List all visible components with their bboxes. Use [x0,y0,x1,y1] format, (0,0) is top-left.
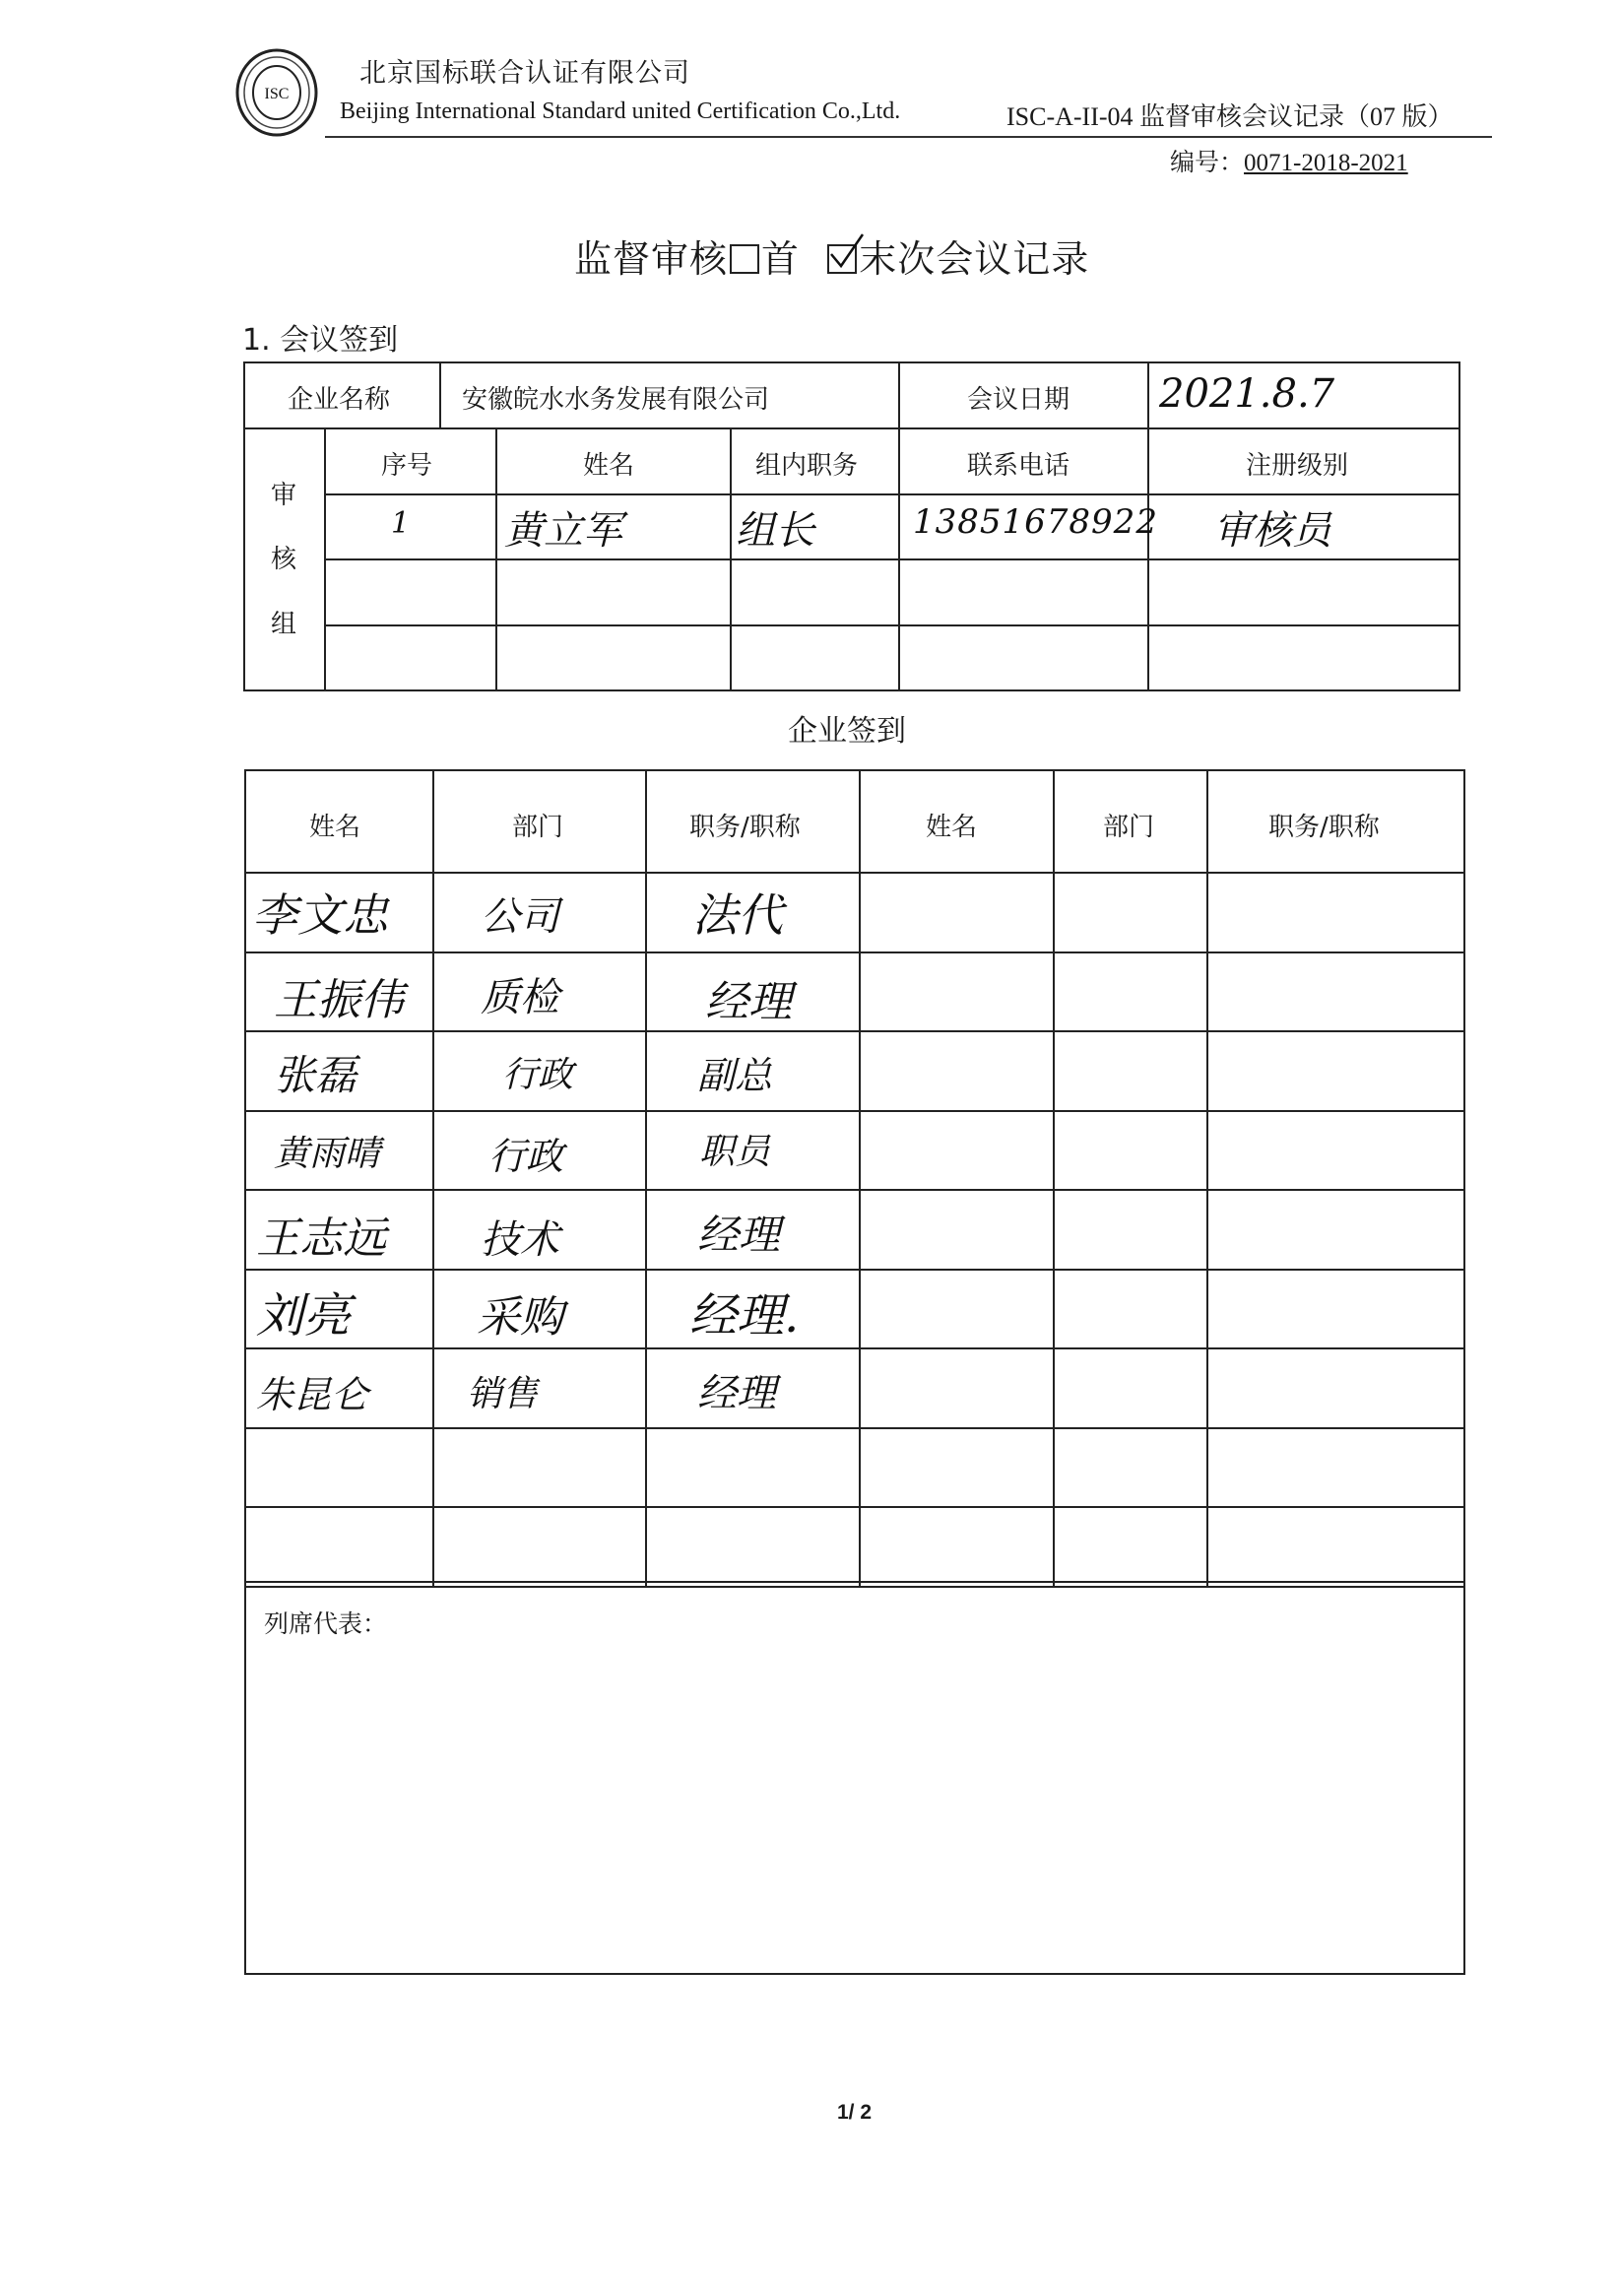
first-meeting-checkbox [730,244,759,274]
signin-row5-title: 经理 [697,1211,781,1259]
signin-row2-title: 经理 [705,977,792,1027]
signin-row1-title: 法代 [692,888,783,942]
page-title [574,229,1089,283]
company-signin-table [244,769,1465,1975]
title-part2: 末次会议记录 [859,237,1090,281]
section1-label: 1. 会议签到 [242,323,399,358]
signin-header-title-1: 职务/职称 [689,813,801,842]
signin-row5-name: 王志远 [256,1214,386,1264]
isc-logo [234,47,319,138]
signin-row4-dept: 行政 [488,1135,564,1178]
signin-row6-title: 经理. [689,1288,800,1344]
signin-header-name-1: 姓名 [309,813,361,842]
meeting-date-label: 会议日期 [967,385,1070,415]
title-part1: 监督审核 [574,237,729,281]
signin-row3-dept: 行政 [502,1055,574,1095]
audit-row1-name: 黄立军 [504,508,622,554]
signin-row2-name: 王振伟 [274,975,404,1025]
signin-row1-dept: 公司 [481,894,559,940]
signin-row3-name: 张磊 [274,1051,357,1099]
doc-number [1170,143,1408,178]
signin-header-name-2: 姓名 [926,813,978,842]
signin-row4-name: 黄雨晴 [274,1134,381,1174]
audit-header-phone: 联系电话 [967,451,1070,481]
signin-row7-name: 朱昆仑 [256,1373,369,1416]
signin-header-title-2: 职务/职称 [1268,813,1380,842]
signin-row3-title: 副总 [697,1054,773,1097]
signin-row4-title: 职员 [699,1132,771,1172]
org-name-cn: 北京国标联合认证有限公司 [359,58,690,89]
signin-row1-name: 李文忠 [252,888,388,942]
signin-row7-title: 经理 [697,1371,776,1416]
signin-row5-dept: 技术 [481,1217,559,1263]
header-rule [325,136,1492,138]
company-signin-label: 企业签到 [788,714,906,749]
checkmark-icon [827,232,867,274]
audit-side-1: 审 [271,481,297,510]
meeting-table [243,361,1460,691]
audit-header-name: 姓名 [583,451,635,481]
company-name-label: 企业名称 [288,385,391,415]
audit-row1-seq: 1 [391,506,411,541]
meeting-date-value: 2021.8.7 [1159,371,1335,417]
audit-header-level: 注册级别 [1246,451,1349,481]
company-signin-lines [244,769,1465,1975]
audit-row1-level: 审核员 [1213,508,1331,554]
signin-header-dept-2: 部门 [1103,813,1155,842]
company-name-value: 安徽皖水水务发展有限公司 [462,385,770,415]
org-name-en: Beijing International Standard united Certification Co.,Ltd. [340,98,901,124]
audit-row1-role: 组长 [736,508,814,554]
signin-row6-name: 刘亮 [256,1288,352,1344]
page-number: 1/ 2 [837,2101,873,2124]
audit-row1-phone: 13851678922 [913,502,1158,542]
audit-side-3: 组 [271,610,297,639]
doc-number-value: 0071-2018-2021 [1244,150,1408,176]
doc-number-label: 编号： [1170,148,1245,176]
form-code: ISC-A-II-04 监督审核会议记录（07 版） [1006,102,1454,131]
signin-row2-dept: 质检 [481,975,559,1020]
attendees-label: 列席代表： [264,1609,388,1638]
audit-side-2: 核 [271,545,297,574]
audit-header-role: 组内职务 [755,451,859,481]
title-first: 首 [761,237,801,281]
signin-row7-dept: 销售 [467,1374,539,1414]
audit-header-seq: 序号 [381,451,433,481]
signin-row6-dept: 采购 [477,1292,563,1343]
logo-text: ISC [264,86,290,102]
signin-header-dept-1: 部门 [512,813,564,842]
last-meeting-checkbox [827,244,857,274]
